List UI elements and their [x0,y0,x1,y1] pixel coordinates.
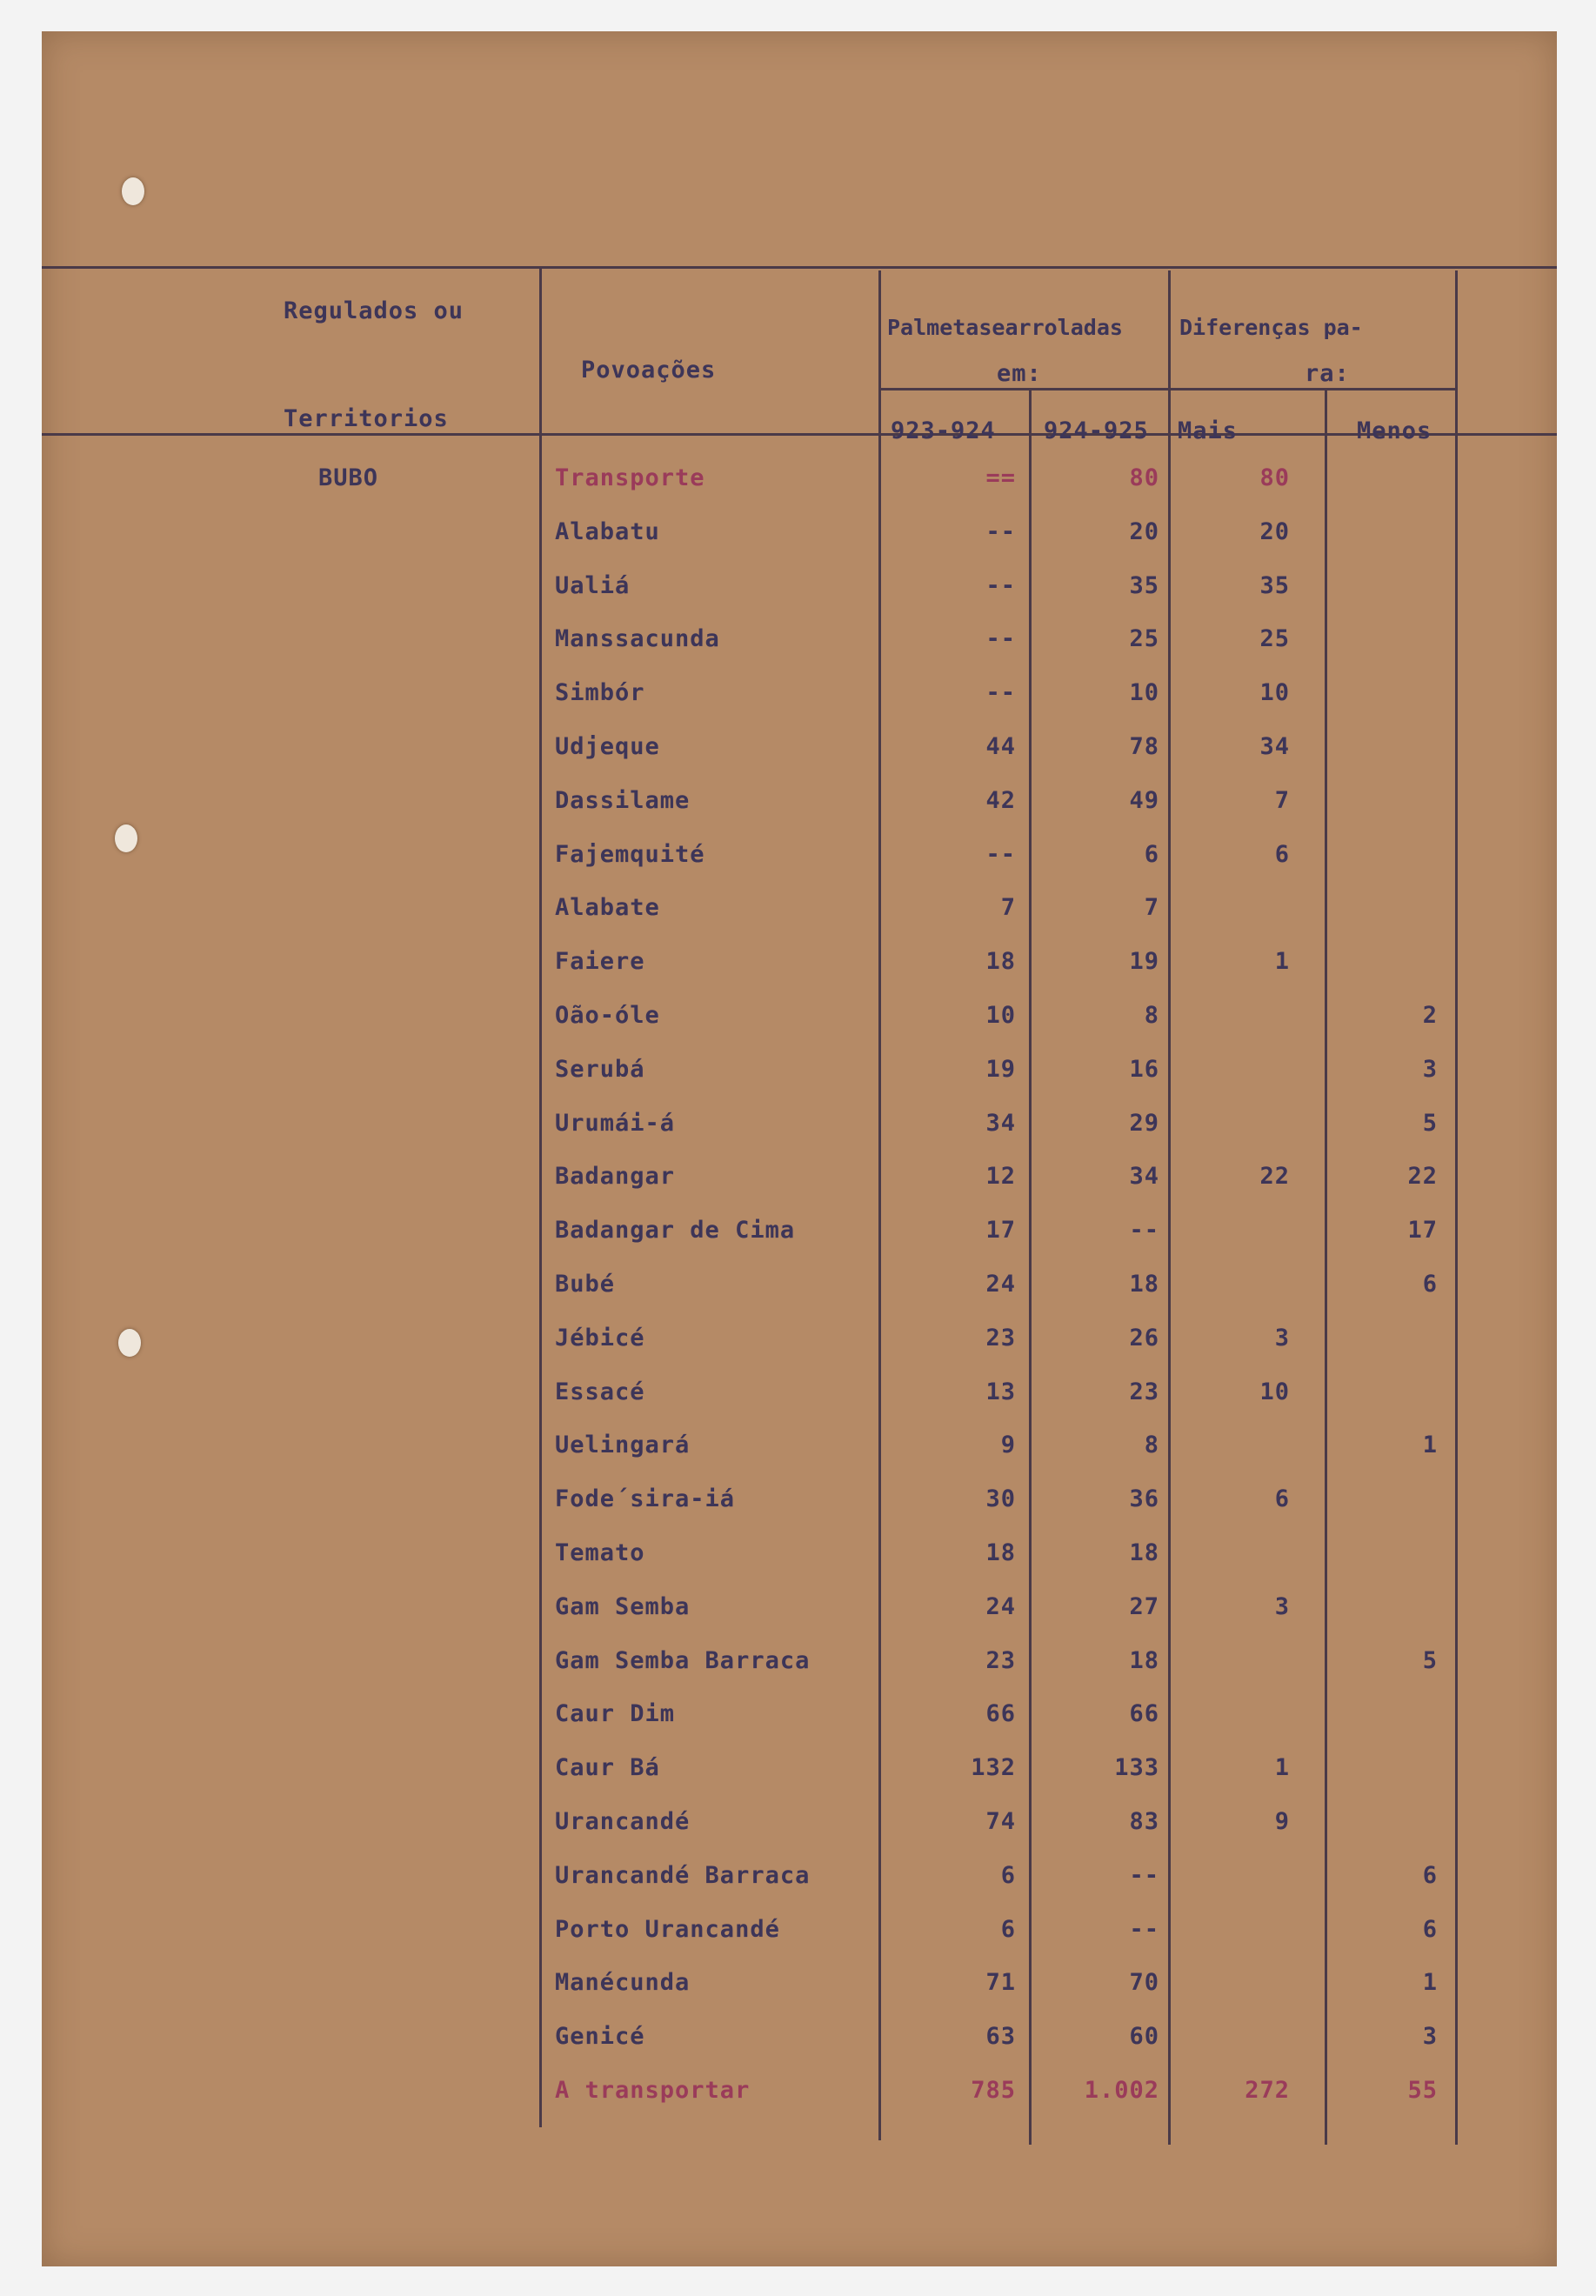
cell-a: 19 [985,1056,1016,1083]
cell-mais: 34 [1259,733,1290,760]
header-palmetas: Palmetasearroladas [887,315,1123,340]
cell-name: Porto Urancandé [555,1916,780,1943]
cell-name: Badangar [555,1163,676,1190]
cell-menos: 6 [1422,1862,1438,1889]
cell-a: 9 [1000,1432,1016,1458]
cell-name: Jébicé [555,1325,645,1352]
cell-menos: 6 [1422,1916,1438,1943]
cell-b: 78 [1129,733,1159,760]
header-menos: Menos [1357,417,1432,444]
cell-menos: 3 [1422,1056,1438,1083]
cell-a: == [985,464,1016,491]
cell-mais: 1 [1274,948,1290,975]
cell-a: 24 [985,1593,1016,1620]
cell-mais: 10 [1259,1378,1290,1405]
cell-b: 8 [1144,1002,1159,1029]
cell-b: 8 [1144,1432,1159,1458]
cell-a: -- [985,625,1016,652]
cell-mais: 7 [1274,787,1290,814]
cell-name: Caur Dim [555,1700,676,1727]
col-divider-3 [1029,388,1032,2145]
header-924-925: 924-925 [1044,417,1149,444]
cell-a: 132 [971,1754,1016,1781]
cell-a: 34 [985,1110,1016,1137]
cell-name: Faiere [555,948,645,975]
header-bottom-rule [42,433,1557,436]
cell-menos: 1 [1422,1432,1438,1458]
col-divider-4 [1168,270,1171,2145]
cell-name: Gam Semba Barraca [555,1647,811,1674]
cell-mais: 22 [1259,1163,1290,1190]
cell-a: 10 [985,1002,1016,1029]
header-diferencas: Diferenças pa- [1179,315,1363,340]
punch-hole-top [122,177,144,205]
cell-a: 785 [971,2077,1016,2104]
cell-b: 133 [1114,1754,1159,1781]
table-top-rule [42,266,1557,269]
cell-b: 29 [1129,1110,1159,1137]
col-divider-5 [1325,388,1327,2145]
cell-b: 19 [1129,948,1159,975]
cell-menos: 6 [1422,1271,1438,1298]
cell-b: 1.002 [1084,2077,1159,2104]
cell-b: 80 [1129,464,1159,491]
cell-name: Alabate [555,894,660,921]
cell-name: Manssacunda [555,625,720,652]
cell-name: Bubé [555,1271,616,1298]
col-divider-1 [539,266,542,2127]
cell-b: 26 [1129,1325,1159,1352]
cell-b: 34 [1129,1163,1159,1190]
region-bubo: BUBO [318,464,379,491]
cell-menos: 1 [1422,1969,1438,1996]
cell-name: Fode´sira-iá [555,1485,736,1512]
cell-a: 6 [1000,1916,1016,1943]
cell-name: Manécunda [555,1969,691,1996]
subheader-rule-diferencas [1168,388,1455,390]
cell-b: 27 [1129,1593,1159,1620]
cell-b: 18 [1129,1647,1159,1674]
cell-b: 35 [1129,572,1159,599]
header-territorios: Territorios [284,405,449,432]
cell-a: 74 [985,1808,1016,1835]
cell-mais: 6 [1274,841,1290,868]
cell-mais: 20 [1259,518,1290,545]
cell-name: Badangar de Cima [555,1217,796,1244]
cell-b: 6 [1144,841,1159,868]
cell-b: 16 [1129,1056,1159,1083]
cell-name: Ualiá [555,572,631,599]
cell-a: 63 [985,2023,1016,2050]
cell-a: 6 [1000,1862,1016,1889]
cell-mais: 6 [1274,1485,1290,1512]
cell-a: 18 [985,1539,1016,1566]
cell-name: Alabatu [555,518,660,545]
header-923-924: 923-924 [891,417,996,444]
cell-name: Udjeque [555,733,660,760]
cell-b: -- [1129,1916,1159,1943]
cell-a: 42 [985,787,1016,814]
cell-a: -- [985,841,1016,868]
cell-b: 83 [1129,1808,1159,1835]
paper-sheet [42,31,1557,2266]
header-ra: ra: [1305,360,1350,387]
cell-name: A transportar [555,2077,751,2104]
punch-hole-bottom [118,1329,141,1357]
cell-a: 66 [985,1700,1016,1727]
header-povoacoes: Povoações [581,357,717,384]
punch-hole-middle [115,824,137,852]
cell-menos: 2 [1422,1002,1438,1029]
cell-name: Urancandé Barraca [555,1862,811,1889]
cell-name: Serubá [555,1056,645,1083]
cell-a: 13 [985,1378,1016,1405]
cell-b: -- [1129,1862,1159,1889]
cell-name: Gam Semba [555,1593,691,1620]
cell-b: -- [1129,1217,1159,1244]
cell-mais: 1 [1274,1754,1290,1781]
cell-b: 60 [1129,2023,1159,2050]
cell-b: 20 [1129,518,1159,545]
cell-a: 24 [985,1271,1016,1298]
cell-b: 18 [1129,1271,1159,1298]
cell-menos: 3 [1422,2023,1438,2050]
cell-menos: 55 [1407,2077,1438,2104]
cell-b: 49 [1129,787,1159,814]
header-regulados: Regulados ou [284,297,464,324]
cell-mais: 35 [1259,572,1290,599]
cell-menos: 5 [1422,1647,1438,1674]
cell-name: Genicé [555,2023,645,2050]
cell-mais: 3 [1274,1325,1290,1352]
cell-menos: 17 [1407,1217,1438,1244]
cell-a: 12 [985,1163,1016,1190]
cell-b: 66 [1129,1700,1159,1727]
cell-a: -- [985,679,1016,706]
cell-a: 23 [985,1325,1016,1352]
cell-a: -- [985,518,1016,545]
cell-menos: 5 [1422,1110,1438,1137]
cell-name: Fajemquité [555,841,705,868]
cell-a: 44 [985,733,1016,760]
cell-b: 10 [1129,679,1159,706]
cell-mais: 9 [1274,1808,1290,1835]
cell-name: Transporte [555,464,705,491]
cell-b: 36 [1129,1485,1159,1512]
cell-mais: 3 [1274,1593,1290,1620]
col-divider-2 [878,270,881,2140]
cell-name: Caur Bá [555,1754,660,1781]
cell-mais: 272 [1245,2077,1290,2104]
cell-name: Oão-óle [555,1002,660,1029]
cell-b: 23 [1129,1378,1159,1405]
header-em: em: [997,360,1042,387]
cell-a: 18 [985,948,1016,975]
cell-mais: 10 [1259,679,1290,706]
cell-b: 7 [1144,894,1159,921]
header-mais: Mais [1178,417,1239,444]
cell-a: 7 [1000,894,1016,921]
cell-mais: 25 [1259,625,1290,652]
cell-name: Uelingará [555,1432,691,1458]
cell-name: Temato [555,1539,645,1566]
cell-b: 70 [1129,1969,1159,1996]
cell-a: -- [985,572,1016,599]
cell-b: 18 [1129,1539,1159,1566]
cell-name: Essacé [555,1378,645,1405]
cell-a: 23 [985,1647,1016,1674]
col-divider-6 [1455,270,1458,2145]
cell-b: 25 [1129,625,1159,652]
cell-menos: 22 [1407,1163,1438,1190]
cell-a: 30 [985,1485,1016,1512]
cell-name: Urancandé [555,1808,691,1835]
cell-name: Urumái-á [555,1110,676,1137]
cell-mais: 80 [1259,464,1290,491]
subheader-rule-palmetas [878,388,1168,390]
cell-a: 71 [985,1969,1016,1996]
cell-name: Dassilame [555,787,691,814]
cell-a: 17 [985,1217,1016,1244]
cell-name: Simbór [555,679,645,706]
